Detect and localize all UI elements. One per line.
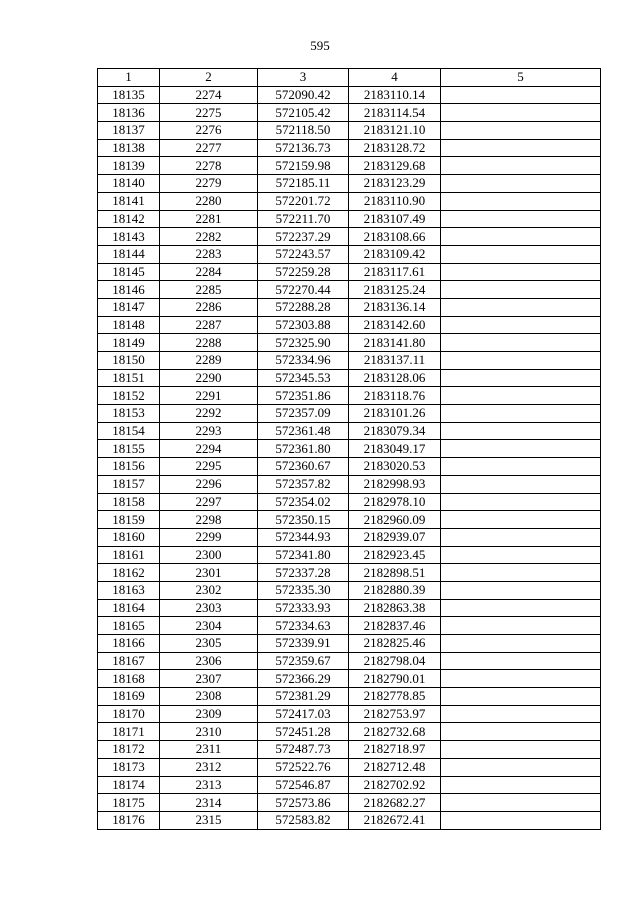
table-cell-col-4: 2183128.72 [349, 139, 441, 157]
table-cell-col-3: 572237.29 [258, 228, 349, 246]
table-cell-col-4: 2182718.97 [349, 741, 441, 759]
table-cell-col-4: 2183079.34 [349, 422, 441, 440]
table-row [98, 316, 601, 334]
table-cell-col-1: 18176 [98, 811, 160, 829]
table-cell-col-2: 2314 [160, 794, 258, 812]
table-cell-col-1: 18165 [98, 617, 160, 635]
table-cell-col-5 [441, 493, 601, 511]
table-cell-col-1: 18160 [98, 528, 160, 546]
table-cell-col-5 [441, 794, 601, 812]
table-cell-col-5 [441, 405, 601, 423]
table-cell-col-2: 2296 [160, 475, 258, 493]
table-cell-col-5 [441, 599, 601, 617]
table-cell-col-4: 2182923.45 [349, 546, 441, 564]
table-cell-col-1: 18157 [98, 475, 160, 493]
table-cell-col-5 [441, 228, 601, 246]
table-cell-col-5 [441, 670, 601, 688]
coordinates-table [97, 68, 601, 830]
table-cell-col-2: 2292 [160, 405, 258, 423]
table-cell-col-1: 18138 [98, 139, 160, 157]
table-cell-col-4: 2182939.07 [349, 528, 441, 546]
table-cell-col-5 [441, 104, 601, 122]
table-cell-col-3: 572259.28 [258, 263, 349, 281]
table-cell-col-4: 2182753.97 [349, 705, 441, 723]
table-cell-col-2: 2310 [160, 723, 258, 741]
table-row [98, 298, 601, 316]
table-cell-col-2: 2281 [160, 210, 258, 228]
table-cell-col-5 [441, 581, 601, 599]
table-cell-col-5 [441, 776, 601, 794]
table-row [98, 122, 601, 140]
table-cell-col-5 [441, 263, 601, 281]
table-cell-col-3: 572381.29 [258, 688, 349, 706]
table-cell-col-3: 572243.57 [258, 245, 349, 263]
table-cell-col-3: 572366.29 [258, 670, 349, 688]
table-cell-col-2: 2278 [160, 157, 258, 175]
table-cell-col-5 [441, 635, 601, 653]
table-cell-col-4: 2183129.68 [349, 157, 441, 175]
table-cell-col-3: 572159.98 [258, 157, 349, 175]
table-cell-col-3: 572211.70 [258, 210, 349, 228]
table-cell-col-2: 2286 [160, 298, 258, 316]
table-cell-col-1: 18166 [98, 635, 160, 653]
table-cell-col-4: 2183125.24 [349, 281, 441, 299]
table-cell-col-3: 572185.11 [258, 175, 349, 193]
table-cell-col-2: 2311 [160, 741, 258, 759]
table-cell-col-5 [441, 475, 601, 493]
table-cell-col-1: 18149 [98, 334, 160, 352]
table-cell-col-2: 2277 [160, 139, 258, 157]
table-cell-col-5 [441, 758, 601, 776]
column-header-5: 5 [441, 69, 601, 87]
table-cell-col-4: 2183136.14 [349, 298, 441, 316]
table-cell-col-3: 572333.93 [258, 599, 349, 617]
table-cell-col-2: 2294 [160, 440, 258, 458]
table-row [98, 210, 601, 228]
table-row [98, 86, 601, 104]
table-cell-col-4: 2183141.80 [349, 334, 441, 352]
page-number: 595 [310, 38, 330, 53]
table-cell-col-3: 572303.88 [258, 316, 349, 334]
table-cell-col-2: 2315 [160, 811, 258, 829]
table-cell-col-5 [441, 316, 601, 334]
table-row [98, 175, 601, 193]
table-cell-col-1: 18139 [98, 157, 160, 175]
table-cell-col-2: 2279 [160, 175, 258, 193]
table-cell-col-2: 2290 [160, 369, 258, 387]
table-row [98, 546, 601, 564]
table-row [98, 157, 601, 175]
table-cell-col-4: 2182998.93 [349, 475, 441, 493]
table-cell-col-5 [441, 245, 601, 263]
table-cell-col-1: 18140 [98, 175, 160, 193]
table-cell-col-1: 18168 [98, 670, 160, 688]
table-row [98, 811, 601, 829]
table-cell-col-5 [441, 334, 601, 352]
table-cell-col-1: 18146 [98, 281, 160, 299]
table-cell-col-3: 572334.96 [258, 352, 349, 370]
column-header-3: 3 [258, 69, 349, 87]
table-cell-col-2: 2309 [160, 705, 258, 723]
table-cell-col-4: 2182790.01 [349, 670, 441, 688]
table-row [98, 245, 601, 263]
table-cell-col-2: 2299 [160, 528, 258, 546]
table-cell-col-1: 18155 [98, 440, 160, 458]
table-cell-col-1: 18147 [98, 298, 160, 316]
table-cell-col-5 [441, 122, 601, 140]
table-cell-col-3: 572350.15 [258, 511, 349, 529]
table-cell-col-1: 18173 [98, 758, 160, 776]
table-cell-col-1: 18175 [98, 794, 160, 812]
table-cell-col-5 [441, 422, 601, 440]
table-cell-col-2: 2282 [160, 228, 258, 246]
table-cell-col-2: 2307 [160, 670, 258, 688]
table-cell-col-1: 18161 [98, 546, 160, 564]
table-cell-col-5 [441, 157, 601, 175]
table-cell-col-3: 572522.76 [258, 758, 349, 776]
table-cell-col-2: 2289 [160, 352, 258, 370]
table-cell-col-4: 2182672.41 [349, 811, 441, 829]
table-cell-col-4: 2182712.48 [349, 758, 441, 776]
table-cell-col-5 [441, 369, 601, 387]
table-cell-col-4: 2183137.11 [349, 352, 441, 370]
table-row [98, 422, 601, 440]
table-cell-col-4: 2182863.38 [349, 599, 441, 617]
table-row [98, 635, 601, 653]
table-cell-col-1: 18143 [98, 228, 160, 246]
table-cell-col-2: 2280 [160, 192, 258, 210]
table-cell-col-4: 2183114.54 [349, 104, 441, 122]
table-row [98, 104, 601, 122]
table-row [98, 458, 601, 476]
table-cell-col-4: 2182898.51 [349, 564, 441, 582]
table-cell-col-1: 18162 [98, 564, 160, 582]
table-row [98, 475, 601, 493]
table-row [98, 670, 601, 688]
table-row [98, 723, 601, 741]
table-cell-col-5 [441, 705, 601, 723]
table-row [98, 581, 601, 599]
table-cell-col-4: 2182732.68 [349, 723, 441, 741]
table-cell-col-2: 2300 [160, 546, 258, 564]
table-cell-col-5 [441, 139, 601, 157]
table-cell-col-4: 2183142.60 [349, 316, 441, 334]
table-cell-col-3: 572337.28 [258, 564, 349, 582]
table-cell-col-3: 572201.72 [258, 192, 349, 210]
table-cell-col-3: 572417.03 [258, 705, 349, 723]
table-cell-col-5 [441, 387, 601, 405]
column-header-2: 2 [160, 69, 258, 87]
table-cell-col-3: 572334.63 [258, 617, 349, 635]
table-cell-col-4: 2183117.61 [349, 263, 441, 281]
table-cell-col-2: 2302 [160, 581, 258, 599]
table-cell-col-1: 18148 [98, 316, 160, 334]
table-header-row [98, 69, 601, 87]
table-cell-col-5 [441, 617, 601, 635]
table-cell-col-2: 2308 [160, 688, 258, 706]
table-cell-col-1: 18158 [98, 493, 160, 511]
table-cell-col-3: 572451.28 [258, 723, 349, 741]
table-cell-col-4: 2182880.39 [349, 581, 441, 599]
table-row [98, 652, 601, 670]
table-cell-col-1: 18150 [98, 352, 160, 370]
table-cell-col-3: 572351.86 [258, 387, 349, 405]
table-cell-col-5 [441, 440, 601, 458]
table-cell-col-5 [441, 281, 601, 299]
table-cell-col-2: 2287 [160, 316, 258, 334]
table-cell-col-4: 2183020.53 [349, 458, 441, 476]
table-cell-col-2: 2305 [160, 635, 258, 653]
table-cell-col-5 [441, 86, 601, 104]
table-cell-col-2: 2293 [160, 422, 258, 440]
table-cell-col-5 [441, 688, 601, 706]
table-cell-col-5 [441, 811, 601, 829]
table-cell-col-3: 572361.48 [258, 422, 349, 440]
table-cell-col-4: 2183118.76 [349, 387, 441, 405]
table-cell-col-4: 2183123.29 [349, 175, 441, 193]
table-cell-col-5 [441, 528, 601, 546]
table-row [98, 776, 601, 794]
table-cell-col-2: 2288 [160, 334, 258, 352]
table-cell-col-4: 2183101.26 [349, 405, 441, 423]
table-cell-col-1: 18174 [98, 776, 160, 794]
table-cell-col-2: 2313 [160, 776, 258, 794]
table-cell-col-5 [441, 723, 601, 741]
table-row [98, 794, 601, 812]
table-row [98, 493, 601, 511]
table-cell-col-4: 2182702.92 [349, 776, 441, 794]
table-cell-col-3: 572339.91 [258, 635, 349, 653]
table-cell-col-4: 2183110.14 [349, 86, 441, 104]
table-cell-col-1: 18151 [98, 369, 160, 387]
table-cell-col-3: 572270.44 [258, 281, 349, 299]
table-cell-col-3: 572335.30 [258, 581, 349, 599]
table-cell-col-2: 2275 [160, 104, 258, 122]
table-cell-col-2: 2284 [160, 263, 258, 281]
table-cell-col-3: 572341.80 [258, 546, 349, 564]
table-cell-col-2: 2291 [160, 387, 258, 405]
table-cell-col-5 [441, 192, 601, 210]
table-row [98, 705, 601, 723]
table-cell-col-1: 18163 [98, 581, 160, 599]
table-cell-col-4: 2183049.17 [349, 440, 441, 458]
table-row [98, 440, 601, 458]
table-row [98, 263, 601, 281]
table-row [98, 387, 601, 405]
table-cell-col-1: 18171 [98, 723, 160, 741]
table-cell-col-2: 2276 [160, 122, 258, 140]
table-cell-col-2: 2303 [160, 599, 258, 617]
table-cell-col-1: 18170 [98, 705, 160, 723]
table-cell-col-1: 18141 [98, 192, 160, 210]
table-row [98, 741, 601, 759]
table-row [98, 334, 601, 352]
table-cell-col-5 [441, 298, 601, 316]
table-row [98, 617, 601, 635]
table-cell-col-2: 2297 [160, 493, 258, 511]
table-cell-col-2: 2298 [160, 511, 258, 529]
table-cell-col-3: 572357.82 [258, 475, 349, 493]
table-cell-col-4: 2182825.46 [349, 635, 441, 653]
table-body [98, 86, 601, 829]
table-cell-col-1: 18169 [98, 688, 160, 706]
table-cell-col-3: 572288.28 [258, 298, 349, 316]
table-cell-col-1: 18152 [98, 387, 160, 405]
table-cell-col-4: 2182682.27 [349, 794, 441, 812]
table-cell-col-4: 2182798.04 [349, 652, 441, 670]
table-cell-col-4: 2182960.09 [349, 511, 441, 529]
table-cell-col-2: 2285 [160, 281, 258, 299]
table-row [98, 281, 601, 299]
table-cell-col-2: 2304 [160, 617, 258, 635]
table-row [98, 228, 601, 246]
table-cell-col-2: 2312 [160, 758, 258, 776]
table-cell-col-1: 18135 [98, 86, 160, 104]
table-cell-col-5 [441, 458, 601, 476]
table-cell-col-1: 18156 [98, 458, 160, 476]
table-cell-col-4: 2183128.06 [349, 369, 441, 387]
table-cell-col-5 [441, 175, 601, 193]
table-cell-col-1: 18145 [98, 263, 160, 281]
table-cell-col-4: 2183109.42 [349, 245, 441, 263]
table-row [98, 192, 601, 210]
table-cell-col-3: 572487.73 [258, 741, 349, 759]
table-cell-col-2: 2301 [160, 564, 258, 582]
table-cell-col-3: 572357.09 [258, 405, 349, 423]
table-cell-col-3: 572344.93 [258, 528, 349, 546]
table-row [98, 405, 601, 423]
table-cell-col-4: 2183107.49 [349, 210, 441, 228]
table-cell-col-3: 572583.82 [258, 811, 349, 829]
table-row [98, 758, 601, 776]
table-cell-col-1: 18159 [98, 511, 160, 529]
table-row [98, 511, 601, 529]
table-cell-col-3: 572361.80 [258, 440, 349, 458]
table-row [98, 599, 601, 617]
table-cell-col-1: 18167 [98, 652, 160, 670]
table-cell-col-3: 572359.67 [258, 652, 349, 670]
table-cell-col-4: 2183121.10 [349, 122, 441, 140]
table-cell-col-3: 572105.42 [258, 104, 349, 122]
table-cell-col-3: 572136.73 [258, 139, 349, 157]
table-cell-col-3: 572090.42 [258, 86, 349, 104]
table-cell-col-2: 2283 [160, 245, 258, 263]
table-cell-col-5 [441, 546, 601, 564]
table-cell-col-4: 2182778.85 [349, 688, 441, 706]
table-cell-col-1: 18172 [98, 741, 160, 759]
table-cell-col-2: 2306 [160, 652, 258, 670]
column-header-4: 4 [349, 69, 441, 87]
table-cell-col-5 [441, 652, 601, 670]
table-cell-col-1: 18137 [98, 122, 160, 140]
table-cell-col-1: 18164 [98, 599, 160, 617]
table-cell-col-3: 572573.86 [258, 794, 349, 812]
table-cell-col-2: 2295 [160, 458, 258, 476]
table-cell-col-5 [441, 352, 601, 370]
table-cell-col-1: 18136 [98, 104, 160, 122]
table-cell-col-5 [441, 210, 601, 228]
table-cell-col-3: 572546.87 [258, 776, 349, 794]
table-cell-col-2: 2274 [160, 86, 258, 104]
table-row [98, 369, 601, 387]
table-cell-col-4: 2182978.10 [349, 493, 441, 511]
table-cell-col-5 [441, 511, 601, 529]
table-cell-col-4: 2183108.66 [349, 228, 441, 246]
table-row [98, 564, 601, 582]
table-cell-col-1: 18144 [98, 245, 160, 263]
table-cell-col-3: 572118.50 [258, 122, 349, 140]
table-row [98, 688, 601, 706]
table-cell-col-1: 18153 [98, 405, 160, 423]
table-cell-col-3: 572325.90 [258, 334, 349, 352]
table-cell-col-3: 572354.02 [258, 493, 349, 511]
table-cell-col-4: 2183110.90 [349, 192, 441, 210]
table-cell-col-1: 18142 [98, 210, 160, 228]
table-cell-col-5 [441, 564, 601, 582]
table-row [98, 528, 601, 546]
table-cell-col-5 [441, 741, 601, 759]
table-cell-col-3: 572345.53 [258, 369, 349, 387]
table-row [98, 139, 601, 157]
column-header-1: 1 [98, 69, 160, 87]
table-cell-col-3: 572360.67 [258, 458, 349, 476]
table-row [98, 352, 601, 370]
table-cell-col-1: 18154 [98, 422, 160, 440]
table-cell-col-4: 2182837.46 [349, 617, 441, 635]
